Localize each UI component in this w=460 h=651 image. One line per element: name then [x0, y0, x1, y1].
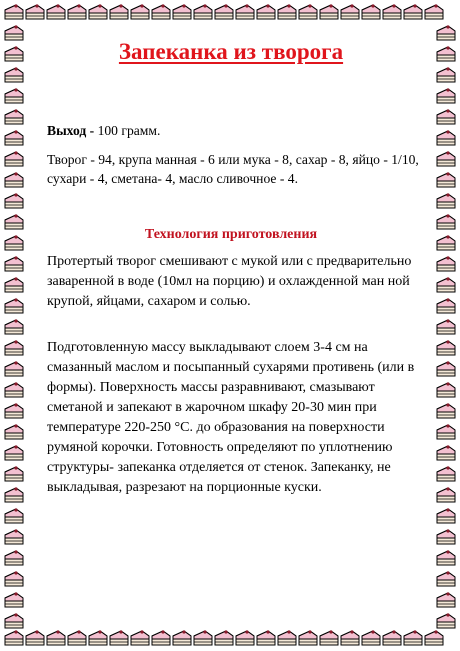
cake-slice-icon: [320, 630, 338, 645]
cake-slice-icon: [437, 571, 455, 586]
cake-slice-icon: [5, 67, 23, 82]
cake-slice-icon: [437, 319, 455, 334]
cake-slice-icon: [5, 130, 23, 145]
cake-slice-icon: [437, 214, 455, 229]
cake-slice-icon: [5, 172, 23, 187]
cake-slice-icon: [278, 4, 296, 19]
cake-slice-icon: [215, 4, 233, 19]
cake-slice-icon: [110, 4, 128, 19]
cake-slice-icon: [278, 630, 296, 645]
cake-slice-icon: [437, 613, 455, 628]
cake-slice-icon: [68, 630, 86, 645]
cake-slice-icon: [89, 4, 107, 19]
cake-slice-icon: [437, 193, 455, 208]
cake-slice-icon: [131, 630, 149, 645]
cake-slice-icon: [5, 592, 23, 607]
cake-slice-icon: [236, 630, 254, 645]
cake-slice-icon: [437, 46, 455, 61]
cake-slice-icon: [383, 630, 401, 645]
yield-value: 100 грамм.: [97, 123, 161, 138]
cake-slice-icon: [5, 424, 23, 439]
cake-slice-icon: [5, 46, 23, 61]
cake-slice-icon: [5, 571, 23, 586]
cake-slice-icon: [5, 340, 23, 355]
cake-slice-icon: [5, 319, 23, 334]
cake-slice-icon: [26, 4, 44, 19]
cake-slice-icon: [437, 277, 455, 292]
cake-slice-icon: [47, 4, 65, 19]
cake-slice-icon: [437, 508, 455, 523]
cake-slice-icon: [437, 403, 455, 418]
cake-slice-icon: [437, 256, 455, 271]
cake-slice-icon: [215, 630, 233, 645]
cake-slice-icon: [437, 25, 455, 40]
cake-slice-icon: [437, 550, 455, 565]
cake-slice-icon: [437, 235, 455, 250]
cake-slice-icon: [194, 4, 212, 19]
cake-slice-icon: [437, 88, 455, 103]
cake-slice-icon: [425, 4, 443, 19]
cake-slice-icon: [320, 4, 338, 19]
cake-slice-icon: [437, 382, 455, 397]
cake-slice-icon: [194, 630, 212, 645]
cake-slice-icon: [173, 4, 191, 19]
cake-slice-icon: [437, 424, 455, 439]
cake-slice-icon: [362, 630, 380, 645]
recipe-content: [47, 38, 419, 495]
cake-slice-icon: [26, 630, 44, 645]
ingredients-text: Творог - 94, крупа манная - 6 или мука - 8, сахар - 8, яйцо - 1/10, сухари - 4, сметана- 4, масло сливочное - 4.: [47, 152, 419, 186]
cake-slice-icon: [437, 466, 455, 481]
cake-slice-icon: [5, 361, 23, 376]
cake-slice-icon: [341, 4, 359, 19]
technology-heading: Технология приготовления: [144, 227, 318, 242]
cake-slice-icon: [437, 529, 455, 544]
cake-slice-icon: [362, 4, 380, 19]
cake-slice-icon: [89, 630, 107, 645]
cake-slice-icon: [152, 630, 170, 645]
cake-slice-icon: [437, 340, 455, 355]
yield-line: [47, 122, 160, 140]
cake-slice-icon: [5, 630, 23, 645]
cake-slice-icon: [437, 487, 455, 502]
cake-slice-icon: [131, 4, 149, 19]
cake-slice-icon: [257, 630, 275, 645]
cake-slice-icon: [5, 4, 23, 19]
cake-slice-icon: [68, 4, 86, 19]
cake-slice-icon: [236, 4, 254, 19]
yield-label: Выход -: [47, 123, 95, 138]
cake-slice-icon: [5, 550, 23, 565]
cake-slice-icon: [404, 630, 422, 645]
cake-slice-icon: [5, 466, 23, 481]
cake-slice-icon: [437, 151, 455, 166]
cake-slice-icon: [5, 25, 23, 40]
cake-slice-icon: [5, 445, 23, 460]
cake-slice-icon: [5, 256, 23, 271]
cake-slice-icon: [437, 592, 455, 607]
paragraph-1: Протертый творог смешивают с мукой или с предварительно заваренной в воде (10мл на порцию) и охлажденной ман ной крупой, яйцами, сахаром и солью.: [47, 254, 412, 309]
cake-slice-icon: [299, 4, 317, 19]
cake-slice-icon: [437, 130, 455, 145]
cake-slice-icon: [5, 193, 23, 208]
cake-slice-icon: [437, 361, 455, 376]
paragraph-2: Подготовленную массу выкладывают слоем 3-4 см на смазанный маслом и посыпанный сухарями противень (или в формы). Поверхность массы разравнивают, смазывают сметаной и запекают в жарочном шкафу 20-30 мин при температуре 220-250 °С. до образования на поверхности румяной корочки. Готовность определяют по уплотнению структуры- запеканка отделяется от стенок. Запеканку, не выкладывая, разрезают на порционные куски.: [47, 340, 415, 495]
cake-slice-icon: [437, 172, 455, 187]
cake-slice-icon: [110, 630, 128, 645]
cake-slice-icon: [425, 630, 443, 645]
cake-slice-icon: [299, 630, 317, 645]
recipe-title: Запеканка из творога: [118, 39, 344, 64]
cake-slice-icon: [5, 613, 23, 628]
cake-slice-icon: [404, 4, 422, 19]
cake-slice-icon: [5, 151, 23, 166]
cake-slice-icon: [437, 67, 455, 82]
cake-slice-icon: [5, 529, 23, 544]
cake-slice-icon: [5, 235, 23, 250]
cake-slice-icon: [5, 214, 23, 229]
cake-slice-icon: [5, 382, 23, 397]
cake-slice-icon: [5, 298, 23, 313]
cake-slice-icon: [5, 508, 23, 523]
cake-slice-icon: [257, 4, 275, 19]
cake-slice-icon: [47, 630, 65, 645]
cake-slice-icon: [5, 277, 23, 292]
cake-slice-icon: [173, 630, 191, 645]
cake-slice-icon: [437, 445, 455, 460]
cake-slice-icon: [5, 109, 23, 124]
cake-slice-icon: [383, 4, 401, 19]
cake-slice-icon: [5, 88, 23, 103]
cake-slice-icon: [5, 403, 23, 418]
cake-slice-icon: [437, 298, 455, 313]
cake-slice-icon: [437, 109, 455, 124]
cake-slice-icon: [341, 630, 359, 645]
cake-slice-icon: [152, 4, 170, 19]
cake-slice-icon: [5, 487, 23, 502]
